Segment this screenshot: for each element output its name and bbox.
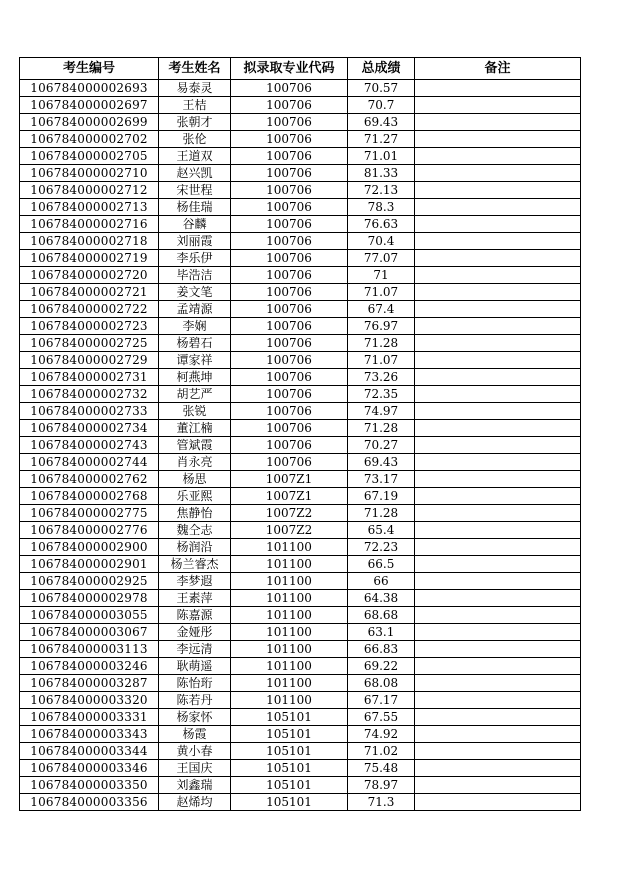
table-row [20, 709, 581, 726]
candidate-name-cell: 王道双 [159, 148, 231, 165]
candidate-id-cell: 106784000003055 [20, 607, 159, 624]
candidate-id-cell: 106784000003287 [20, 675, 159, 692]
total-score-cell: 71 [348, 267, 415, 284]
total-score-cell: 71.28 [348, 420, 415, 437]
remarks-cell [415, 573, 581, 590]
candidate-name-cell: 杨思 [159, 471, 231, 488]
table-row [20, 624, 581, 641]
major-code-cell: 101100 [231, 624, 348, 641]
remarks-cell [415, 624, 581, 641]
table-row [20, 165, 581, 182]
major-code-cell: 101100 [231, 539, 348, 556]
remarks-cell [415, 590, 581, 607]
total-score-cell: 72.35 [348, 386, 415, 403]
table-row [20, 369, 581, 386]
candidate-name-cell: 赵兴凯 [159, 165, 231, 182]
table-row [20, 233, 581, 250]
total-score-cell: 68.68 [348, 607, 415, 624]
table-row [20, 97, 581, 114]
table-row [20, 692, 581, 709]
table-row [20, 114, 581, 131]
candidate-id-cell: 106784000002731 [20, 369, 159, 386]
table-row [20, 505, 581, 522]
major-code-cell: 1007Z2 [231, 522, 348, 539]
remarks-cell [415, 675, 581, 692]
total-score-cell: 73.26 [348, 369, 415, 386]
table-body [20, 80, 581, 811]
candidate-name-cell: 董江楠 [159, 420, 231, 437]
header-candidate-id: 考生编号 [20, 58, 159, 80]
candidate-id-cell: 106784000002744 [20, 454, 159, 471]
major-code-cell: 100706 [231, 318, 348, 335]
remarks-cell [415, 420, 581, 437]
major-code-cell: 101100 [231, 573, 348, 590]
remarks-cell [415, 437, 581, 454]
candidate-name-cell: 孟靖源 [159, 301, 231, 318]
total-score-cell: 77.07 [348, 250, 415, 267]
candidate-id-cell: 106784000002722 [20, 301, 159, 318]
header-remarks: 备注 [415, 58, 581, 80]
header-row [20, 58, 581, 80]
candidate-id-cell: 106784000002901 [20, 556, 159, 573]
total-score-cell: 70.57 [348, 80, 415, 97]
remarks-cell [415, 471, 581, 488]
major-code-cell: 101100 [231, 692, 348, 709]
candidate-id-cell: 106784000002720 [20, 267, 159, 284]
candidate-name-cell: 刘丽霞 [159, 233, 231, 250]
major-code-cell: 100706 [231, 369, 348, 386]
total-score-cell: 63.1 [348, 624, 415, 641]
remarks-cell [415, 607, 581, 624]
total-score-cell: 64.38 [348, 590, 415, 607]
remarks-cell [415, 403, 581, 420]
table-row [20, 658, 581, 675]
total-score-cell: 78.3 [348, 199, 415, 216]
candidate-id-cell: 106784000002768 [20, 488, 159, 505]
table-row [20, 607, 581, 624]
candidate-name-cell: 王国庆 [159, 760, 231, 777]
admission-table [19, 57, 581, 811]
candidate-name-cell: 胡艺严 [159, 386, 231, 403]
candidate-id-cell: 106784000002705 [20, 148, 159, 165]
candidate-name-cell: 杨霞 [159, 726, 231, 743]
total-score-cell: 69.22 [348, 658, 415, 675]
candidate-name-cell: 李娴 [159, 318, 231, 335]
remarks-cell [415, 97, 581, 114]
total-score-cell: 69.43 [348, 114, 415, 131]
major-code-cell: 101100 [231, 641, 348, 658]
candidate-name-cell: 陈若丹 [159, 692, 231, 709]
remarks-cell [415, 658, 581, 675]
table-row [20, 539, 581, 556]
candidate-id-cell: 106784000002734 [20, 420, 159, 437]
candidate-name-cell: 肖永亮 [159, 454, 231, 471]
total-score-cell: 71.07 [348, 284, 415, 301]
table-row [20, 556, 581, 573]
major-code-cell: 100706 [231, 403, 348, 420]
header-total-score: 总成绩 [348, 58, 415, 80]
total-score-cell: 73.17 [348, 471, 415, 488]
candidate-name-cell: 谷麟 [159, 216, 231, 233]
major-code-cell: 105101 [231, 777, 348, 794]
major-code-cell: 1007Z2 [231, 505, 348, 522]
total-score-cell: 70.27 [348, 437, 415, 454]
candidate-name-cell: 乐亚熙 [159, 488, 231, 505]
candidate-name-cell: 杨润沿 [159, 539, 231, 556]
major-code-cell: 100706 [231, 284, 348, 301]
table-row [20, 335, 581, 352]
major-code-cell: 100706 [231, 250, 348, 267]
candidate-id-cell: 106784000003067 [20, 624, 159, 641]
table-row [20, 131, 581, 148]
table-row [20, 471, 581, 488]
total-score-cell: 71.01 [348, 148, 415, 165]
candidate-id-cell: 106784000003346 [20, 760, 159, 777]
major-code-cell: 101100 [231, 658, 348, 675]
table-row [20, 726, 581, 743]
candidate-id-cell: 106784000002776 [20, 522, 159, 539]
total-score-cell: 66.83 [348, 641, 415, 658]
table-row [20, 794, 581, 811]
remarks-cell [415, 165, 581, 182]
total-score-cell: 67.4 [348, 301, 415, 318]
total-score-cell: 71.3 [348, 794, 415, 811]
remarks-cell [415, 284, 581, 301]
total-score-cell: 71.28 [348, 335, 415, 352]
table-row [20, 420, 581, 437]
candidate-name-cell: 魏仝志 [159, 522, 231, 539]
header-major-code: 拟录取专业代码 [231, 58, 348, 80]
candidate-name-cell: 杨家怀 [159, 709, 231, 726]
remarks-cell [415, 369, 581, 386]
total-score-cell: 70.4 [348, 233, 415, 250]
total-score-cell: 71.27 [348, 131, 415, 148]
remarks-cell [415, 131, 581, 148]
candidate-id-cell: 106784000002712 [20, 182, 159, 199]
table-row [20, 743, 581, 760]
candidate-name-cell: 张伦 [159, 131, 231, 148]
remarks-cell [415, 352, 581, 369]
candidate-id-cell: 106784000002978 [20, 590, 159, 607]
table-row [20, 182, 581, 199]
candidate-id-cell: 106784000003344 [20, 743, 159, 760]
candidate-id-cell: 106784000002729 [20, 352, 159, 369]
major-code-cell: 100706 [231, 454, 348, 471]
candidate-name-cell: 赵烯均 [159, 794, 231, 811]
candidate-name-cell: 黄小春 [159, 743, 231, 760]
candidate-id-cell: 106784000002710 [20, 165, 159, 182]
total-score-cell: 67.19 [348, 488, 415, 505]
candidate-id-cell: 106784000002693 [20, 80, 159, 97]
candidate-name-cell: 李梦遐 [159, 573, 231, 590]
total-score-cell: 74.97 [348, 403, 415, 420]
candidate-name-cell: 王桔 [159, 97, 231, 114]
candidate-name-cell: 王素萍 [159, 590, 231, 607]
header-candidate-name: 考生姓名 [159, 58, 231, 80]
total-score-cell: 68.08 [348, 675, 415, 692]
remarks-cell [415, 777, 581, 794]
candidate-id-cell: 106784000002900 [20, 539, 159, 556]
table-row [20, 522, 581, 539]
candidate-name-cell: 谭家祥 [159, 352, 231, 369]
candidate-name-cell: 李远清 [159, 641, 231, 658]
candidate-id-cell: 106784000002697 [20, 97, 159, 114]
candidate-id-cell: 106784000003331 [20, 709, 159, 726]
table-row [20, 148, 581, 165]
total-score-cell: 69.43 [348, 454, 415, 471]
major-code-cell: 105101 [231, 709, 348, 726]
remarks-cell [415, 743, 581, 760]
candidate-id-cell: 106784000002775 [20, 505, 159, 522]
total-score-cell: 65.4 [348, 522, 415, 539]
candidate-id-cell: 106784000003343 [20, 726, 159, 743]
remarks-cell [415, 794, 581, 811]
remarks-cell [415, 709, 581, 726]
candidate-name-cell: 张锐 [159, 403, 231, 420]
major-code-cell: 100706 [231, 386, 348, 403]
major-code-cell: 100706 [231, 97, 348, 114]
major-code-cell: 100706 [231, 335, 348, 352]
remarks-cell [415, 335, 581, 352]
major-code-cell: 100706 [231, 148, 348, 165]
total-score-cell: 66.5 [348, 556, 415, 573]
table-row [20, 437, 581, 454]
remarks-cell [415, 539, 581, 556]
table-row [20, 352, 581, 369]
table-row [20, 403, 581, 420]
table-row [20, 216, 581, 233]
total-score-cell: 74.92 [348, 726, 415, 743]
candidate-id-cell: 106784000002723 [20, 318, 159, 335]
major-code-cell: 100706 [231, 114, 348, 131]
total-score-cell: 71.28 [348, 505, 415, 522]
major-code-cell: 101100 [231, 675, 348, 692]
candidate-name-cell: 宋世程 [159, 182, 231, 199]
total-score-cell: 76.63 [348, 216, 415, 233]
remarks-cell [415, 505, 581, 522]
remarks-cell [415, 199, 581, 216]
major-code-cell: 105101 [231, 743, 348, 760]
remarks-cell [415, 488, 581, 505]
major-code-cell: 105101 [231, 794, 348, 811]
table-row [20, 675, 581, 692]
candidate-id-cell: 106784000002719 [20, 250, 159, 267]
candidate-name-cell: 杨佳瑞 [159, 199, 231, 216]
remarks-cell [415, 692, 581, 709]
major-code-cell: 100706 [231, 267, 348, 284]
candidate-id-cell: 106784000002721 [20, 284, 159, 301]
candidate-name-cell: 李乐伊 [159, 250, 231, 267]
remarks-cell [415, 114, 581, 131]
candidate-id-cell: 106784000002732 [20, 386, 159, 403]
candidate-id-cell: 106784000002718 [20, 233, 159, 250]
major-code-cell: 100706 [231, 437, 348, 454]
candidate-id-cell: 106784000002713 [20, 199, 159, 216]
total-score-cell: 66 [348, 573, 415, 590]
table-row [20, 250, 581, 267]
table-row [20, 199, 581, 216]
candidate-name-cell: 陈怡珩 [159, 675, 231, 692]
remarks-cell [415, 80, 581, 97]
candidate-name-cell: 柯燕坤 [159, 369, 231, 386]
remarks-cell [415, 726, 581, 743]
major-code-cell: 100706 [231, 420, 348, 437]
remarks-cell [415, 250, 581, 267]
total-score-cell: 72.23 [348, 539, 415, 556]
total-score-cell: 81.33 [348, 165, 415, 182]
candidate-name-cell: 管斌霞 [159, 437, 231, 454]
major-code-cell: 100706 [231, 165, 348, 182]
major-code-cell: 100706 [231, 352, 348, 369]
table-row [20, 573, 581, 590]
table-row [20, 777, 581, 794]
remarks-cell [415, 148, 581, 165]
major-code-cell: 100706 [231, 80, 348, 97]
candidate-id-cell: 106784000002762 [20, 471, 159, 488]
remarks-cell [415, 760, 581, 777]
table-row [20, 284, 581, 301]
remarks-cell [415, 267, 581, 284]
total-score-cell: 67.55 [348, 709, 415, 726]
total-score-cell: 70.7 [348, 97, 415, 114]
candidate-id-cell: 106784000002925 [20, 573, 159, 590]
table-row [20, 301, 581, 318]
remarks-cell [415, 318, 581, 335]
major-code-cell: 101100 [231, 590, 348, 607]
candidate-id-cell: 106784000003113 [20, 641, 159, 658]
candidate-id-cell: 106784000003350 [20, 777, 159, 794]
remarks-cell [415, 233, 581, 250]
remarks-cell [415, 522, 581, 539]
candidate-name-cell: 杨碧石 [159, 335, 231, 352]
candidate-id-cell: 106784000002702 [20, 131, 159, 148]
remarks-cell [415, 182, 581, 199]
total-score-cell: 78.97 [348, 777, 415, 794]
major-code-cell: 100706 [231, 301, 348, 318]
total-score-cell: 67.17 [348, 692, 415, 709]
candidate-name-cell: 金娅彤 [159, 624, 231, 641]
candidate-name-cell: 刘鑫瑞 [159, 777, 231, 794]
total-score-cell: 76.97 [348, 318, 415, 335]
major-code-cell: 1007Z1 [231, 488, 348, 505]
table-row [20, 641, 581, 658]
remarks-cell [415, 216, 581, 233]
major-code-cell: 101100 [231, 556, 348, 573]
remarks-cell [415, 454, 581, 471]
candidate-id-cell: 106784000003246 [20, 658, 159, 675]
total-score-cell: 71.02 [348, 743, 415, 760]
table-row [20, 590, 581, 607]
major-code-cell: 101100 [231, 607, 348, 624]
candidate-name-cell: 焦静怡 [159, 505, 231, 522]
candidate-name-cell: 陈嘉源 [159, 607, 231, 624]
candidate-name-cell: 杨兰睿杰 [159, 556, 231, 573]
major-code-cell: 100706 [231, 216, 348, 233]
total-score-cell: 72.13 [348, 182, 415, 199]
total-score-cell: 71.07 [348, 352, 415, 369]
remarks-cell [415, 386, 581, 403]
candidate-name-cell: 毕浩洁 [159, 267, 231, 284]
major-code-cell: 100706 [231, 131, 348, 148]
remarks-cell [415, 641, 581, 658]
major-code-cell: 105101 [231, 760, 348, 777]
candidate-name-cell: 易泰灵 [159, 80, 231, 97]
table-row [20, 454, 581, 471]
candidate-id-cell: 106784000002716 [20, 216, 159, 233]
candidate-name-cell: 姜文笔 [159, 284, 231, 301]
candidate-id-cell: 106784000003320 [20, 692, 159, 709]
major-code-cell: 100706 [231, 199, 348, 216]
candidate-id-cell: 106784000003356 [20, 794, 159, 811]
table-row [20, 760, 581, 777]
candidate-name-cell: 耿萌遥 [159, 658, 231, 675]
total-score-cell: 75.48 [348, 760, 415, 777]
candidate-id-cell: 106784000002725 [20, 335, 159, 352]
table-header [20, 58, 581, 80]
candidate-id-cell: 106784000002699 [20, 114, 159, 131]
candidate-id-cell: 106784000002733 [20, 403, 159, 420]
candidate-id-cell: 106784000002743 [20, 437, 159, 454]
major-code-cell: 100706 [231, 233, 348, 250]
major-code-cell: 105101 [231, 726, 348, 743]
remarks-cell [415, 301, 581, 318]
candidate-name-cell: 张朝才 [159, 114, 231, 131]
table-row [20, 318, 581, 335]
table-row [20, 267, 581, 284]
major-code-cell: 1007Z1 [231, 471, 348, 488]
table-row [20, 386, 581, 403]
table-row [20, 80, 581, 97]
major-code-cell: 100706 [231, 182, 348, 199]
remarks-cell [415, 556, 581, 573]
table-row [20, 488, 581, 505]
